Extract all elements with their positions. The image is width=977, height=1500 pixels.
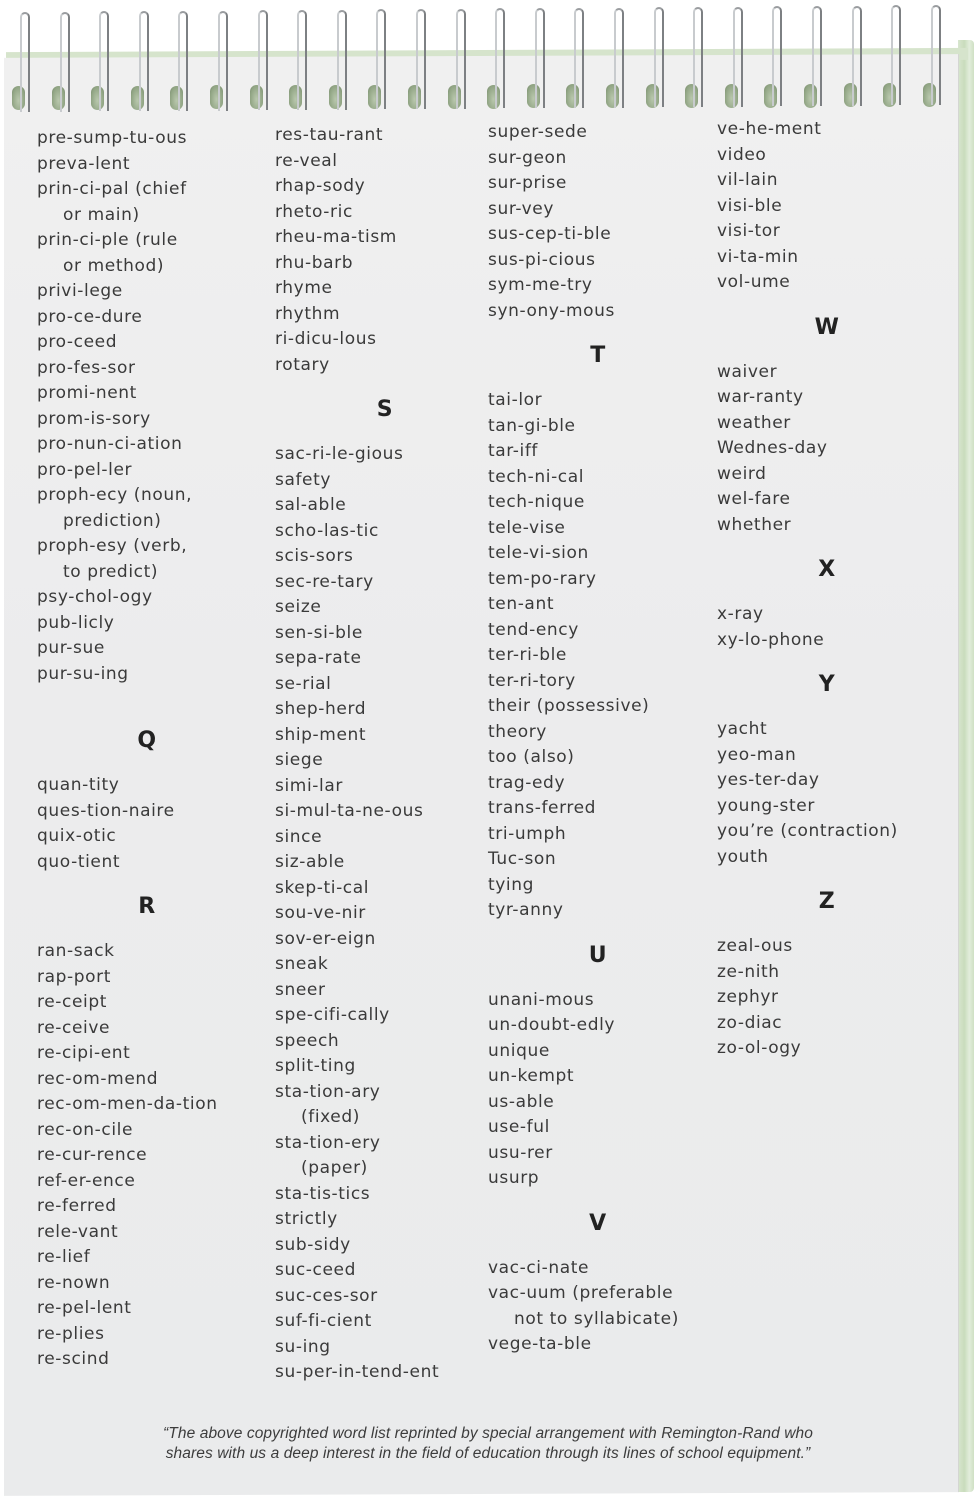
word-entry: tar-iff (488, 441, 539, 461)
word-entry: re-ceipt (37, 992, 107, 1012)
word-entry: young-ster (717, 795, 815, 816)
word-entry: rhyme (275, 278, 333, 298)
word-entry-continuation: or method) (63, 255, 165, 276)
spiral-coil-icon (178, 11, 188, 111)
word-entry: pub-licly (37, 612, 115, 633)
word-entry: re-scind (37, 1349, 110, 1369)
word-entry: tan-gi-ble (488, 415, 576, 436)
spiral-coil-icon (20, 12, 30, 112)
word-entry: pro-fes-sor (37, 357, 136, 378)
word-column-4 (717, 117, 937, 1062)
word-entry: waiver (717, 361, 778, 382)
word-entry: theory (488, 721, 547, 742)
word-entry: ze-nith (717, 961, 780, 982)
word-entry: un-doubt-edly (488, 1015, 616, 1035)
word-entry: sym-me-try (488, 275, 593, 295)
word-entry: us-able (488, 1091, 555, 1112)
word-entry: re-lief (37, 1247, 91, 1267)
word-entry: split-ting (275, 1056, 356, 1076)
word-entry: speech (275, 1030, 340, 1051)
spiral-binding (10, 80, 960, 110)
section-letter-heading: W (814, 314, 840, 340)
word-entry: sta-tis-tics (275, 1183, 371, 1204)
spiral-coil-icon (654, 7, 664, 107)
word-entry: too (also) (488, 747, 575, 767)
word-entry: tying (488, 874, 535, 895)
word-entry: ri-dicu-lous (275, 329, 377, 349)
word-entry: quo-tient (37, 851, 121, 872)
word-entry: prin-ci-ple (rule (37, 230, 178, 250)
word-entry: sepa-rate (275, 648, 362, 668)
word-entry: youth (717, 846, 769, 867)
word-entry: super-sede (488, 122, 588, 142)
word-entry: tem-po-rary (488, 568, 597, 589)
word-entry: ten-ant (488, 594, 555, 614)
word-entry: sac-ri-le-gious (275, 444, 404, 464)
word-entry: pre-sump-tu-ous (37, 128, 188, 148)
word-entry: re-nown (37, 1272, 111, 1293)
section-letter-heading: T (590, 343, 606, 368)
word-entry: rhap-sody (275, 176, 366, 196)
word-entry: xy-lo-phone (717, 629, 825, 650)
word-entry: rheto-ric (275, 201, 353, 222)
word-entry: zephyr (717, 987, 779, 1007)
word-entry: suf-fi-cient (275, 1311, 372, 1331)
word-entry: since (275, 826, 323, 847)
word-entry: ref-er-ence (37, 1170, 136, 1191)
word-entry: sub-sidy (275, 1234, 351, 1255)
word-entry: tech-nique (488, 492, 585, 512)
word-entry: re-cur-rence (37, 1145, 148, 1165)
word-column-3 (488, 120, 708, 1358)
word-entry: weather (717, 412, 791, 433)
word-entry: si-mul-ta-ne-ous (275, 801, 424, 821)
word-entry: prin-ci-pal (chief (37, 179, 187, 199)
word-entry: usu-rer (488, 1142, 553, 1163)
word-entry: privi-lege (37, 281, 123, 301)
word-entry: vege-ta-ble (488, 1334, 592, 1354)
word-entry: ve-he-ment (717, 119, 822, 139)
word-entry: their (possessive) (488, 696, 650, 716)
spiral-coil-icon (614, 8, 624, 108)
word-entry: sur-vey (488, 198, 554, 219)
word-entry: proph-ecy (noun, (37, 485, 193, 505)
section-letter-heading: Z (818, 889, 836, 914)
spiral-coil-icon (772, 6, 782, 106)
section-letter-heading: S (376, 397, 394, 422)
word-entry: sus-pi-cious (488, 249, 596, 270)
word-entry: proph-esy (verb, (37, 536, 188, 556)
word-entry: sur-geon (488, 147, 567, 168)
section-letter-heading: R (138, 894, 156, 919)
word-entry: rec-on-cile (37, 1119, 134, 1140)
word-entry: visi-ble (717, 195, 783, 216)
word-entry: yes-ter-day (717, 770, 820, 790)
word-entry: ran-sack (37, 941, 115, 961)
word-entry: visi-tor (717, 221, 781, 241)
word-entry: re-cipi-ent (37, 1043, 131, 1063)
spiral-coil-icon (574, 8, 584, 108)
word-entry: pro-nun-ci-ation (37, 434, 183, 454)
footnote-line-2: shares with us a deep interest in the field of education through its lines of school equipment.” (165, 1445, 811, 1462)
word-entry: pro-ce-dure (37, 306, 143, 327)
word-entry: usurp (488, 1168, 540, 1188)
word-entry: rotary (275, 354, 330, 375)
word-entry: tele-vi-sion (488, 543, 589, 563)
word-entry: re-pel-lent (37, 1298, 132, 1318)
word-entry: war-ranty (717, 387, 804, 407)
word-entry: pur-su-ing (37, 663, 129, 684)
footnote-line-1: “The above copyrighted word list reprinted by special arrangement with Remington-Rand who (163, 1425, 813, 1442)
word-entry: vac-ci-nate (488, 1257, 590, 1278)
word-entry: re-plies (37, 1323, 105, 1344)
word-entry: Wednes-day (717, 438, 828, 458)
word-entry: spe-cifi-cally (275, 1005, 390, 1025)
word-entry: rec-om-mend (37, 1068, 159, 1089)
word-entry: ques-tion-naire (37, 800, 175, 821)
word-entry-continuation: (fixed) (301, 1107, 360, 1127)
spiral-coil-icon (297, 10, 307, 110)
word-entry: simi-lar (275, 775, 343, 796)
spiral-coil-icon (693, 7, 703, 107)
word-entry: psy-chol-ogy (37, 587, 153, 607)
word-entry: sta-tion-ary (275, 1081, 381, 1102)
word-entry: unani-mous (488, 989, 595, 1010)
word-entry: yacht (717, 719, 768, 739)
spiral-coil-icon (852, 6, 862, 106)
word-entry: ter-ri-tory (488, 670, 576, 691)
section-letter-heading: Y (818, 672, 836, 697)
word-entry: vil-lain (717, 170, 779, 190)
spiral-coil-icon (99, 11, 109, 111)
section-letter-heading: Q (137, 728, 157, 753)
word-entry: sneer (275, 979, 326, 1000)
word-entry: vol-ume (717, 272, 791, 292)
copyright-footnote (88, 1424, 888, 1464)
word-entry-continuation: (paper) (301, 1158, 368, 1178)
word-entry: zo-diac (717, 1012, 783, 1033)
spiral-coil-icon (416, 9, 426, 109)
word-entry: safety (275, 469, 332, 490)
word-entry: rele-vant (37, 1221, 119, 1242)
word-entry: ter-ri-ble (488, 645, 567, 665)
word-entry: scis-sors (275, 546, 354, 566)
spiral-coil-icon (456, 9, 466, 109)
word-entry: su-per-in-tend-ent (275, 1362, 440, 1382)
spiral-coil-icon (218, 11, 228, 111)
word-entry: promi-nent (37, 383, 137, 403)
spiral-coil-icon (258, 10, 268, 110)
word-entry: whether (717, 514, 792, 535)
word-entry: strictly (275, 1209, 338, 1229)
word-entry: x-ray (717, 604, 764, 624)
word-entry: quix-otic (37, 826, 117, 846)
word-entry: sal-able (275, 495, 347, 515)
word-entry: skep-ti-cal (275, 877, 370, 898)
word-entry: su-ing (275, 1336, 331, 1357)
word-entry: rheu-ma-tism (275, 227, 397, 247)
word-entry: pur-sue (37, 638, 105, 658)
word-entry: se-rial (275, 673, 332, 694)
spiral-coil-icon (139, 11, 149, 111)
spiral-coil-icon (891, 5, 901, 105)
word-entry: sus-cep-ti-ble (488, 224, 612, 244)
word-entry: preva-lent (37, 153, 131, 174)
word-entry-continuation: to predict) (63, 561, 159, 582)
word-entry: trans-ferred (488, 798, 597, 818)
word-entry: yeo-man (717, 744, 797, 765)
notebook-page-edge (958, 40, 974, 1492)
spiral-coil-icon (812, 6, 822, 106)
word-entry: trag-edy (488, 772, 566, 793)
section-letter-heading: U (588, 942, 608, 968)
word-entry: Tuc-son (488, 849, 557, 869)
word-entry: siz-able (275, 852, 345, 872)
word-entry: tele-vise (488, 517, 566, 538)
word-entry-continuation: not to syllabicate) (514, 1308, 679, 1329)
word-entry: re-veal (275, 150, 338, 171)
word-column-1 (37, 126, 257, 1373)
word-entry: you’re (contraction) (717, 821, 898, 841)
word-entry: un-kempt (488, 1066, 575, 1086)
word-entry: suc-ces-sor (275, 1285, 378, 1306)
spiral-coil-icon (733, 7, 743, 107)
word-entry: rhu-barb (275, 252, 354, 273)
word-entry: sov-er-eign (275, 928, 376, 949)
word-entry: wel-fare (717, 489, 791, 509)
word-entry: rap-port (37, 966, 111, 987)
word-entry: sur-prise (488, 173, 567, 193)
word-entry: ship-ment (275, 724, 367, 745)
spiral-coil-icon (931, 5, 941, 105)
word-entry: vac-uum (preferable (488, 1283, 674, 1303)
word-entry: tech-ni-cal (488, 466, 585, 487)
word-entry: vi-ta-min (717, 246, 799, 267)
word-entry: zo-ol-ogy (717, 1038, 802, 1058)
word-entry: unique (488, 1040, 550, 1061)
word-entry: rhythm (275, 303, 341, 324)
word-entry: prom-is-sory (37, 408, 151, 429)
word-entry: scho-las-tic (275, 520, 379, 541)
word-entry: video (717, 144, 767, 165)
section-letter-heading: X (818, 557, 836, 582)
word-entry: syn-ony-mous (488, 300, 616, 321)
spiral-coil-icon (60, 12, 70, 112)
word-entry: tri-umph (488, 823, 567, 844)
word-entry: siege (275, 750, 324, 770)
word-entry: re-ferred (37, 1196, 117, 1216)
word-entry: use-ful (488, 1117, 550, 1137)
spiral-coil-icon (337, 10, 347, 110)
word-entry: tend-ency (488, 619, 579, 640)
word-entry: quan-tity (37, 775, 120, 795)
word-entry: weird (717, 463, 767, 484)
word-entry: suc-ceed (275, 1260, 356, 1280)
spiral-coil-icon (535, 8, 545, 108)
word-entry: pro-pel-ler (37, 459, 133, 480)
spiral-coil-icon (376, 9, 386, 109)
word-entry: tyr-anny (488, 900, 564, 920)
word-entry: shep-herd (275, 699, 367, 719)
word-entry: pro-ceed (37, 332, 118, 352)
word-entry: seize (275, 597, 322, 617)
word-entry: sta-tion-ery (275, 1132, 381, 1153)
word-entry: sou-ve-nir (275, 903, 366, 923)
word-entry-continuation: prediction) (63, 510, 162, 531)
word-entry-continuation: or main) (63, 204, 140, 225)
word-entry: rec-om-men-da-tion (37, 1094, 218, 1114)
word-entry: tai-lor (488, 390, 543, 410)
word-entry: re-ceive (37, 1017, 111, 1038)
word-entry: res-tau-rant (275, 125, 384, 145)
word-entry: sec-re-tary (275, 571, 374, 592)
section-letter-heading: V (589, 1210, 607, 1236)
word-entry: zeal-ous (717, 936, 793, 956)
word-column-2 (275, 123, 495, 1386)
word-entry: sen-si-ble (275, 622, 363, 643)
word-entry: sneak (275, 954, 329, 974)
spiral-coil-icon (495, 8, 505, 108)
